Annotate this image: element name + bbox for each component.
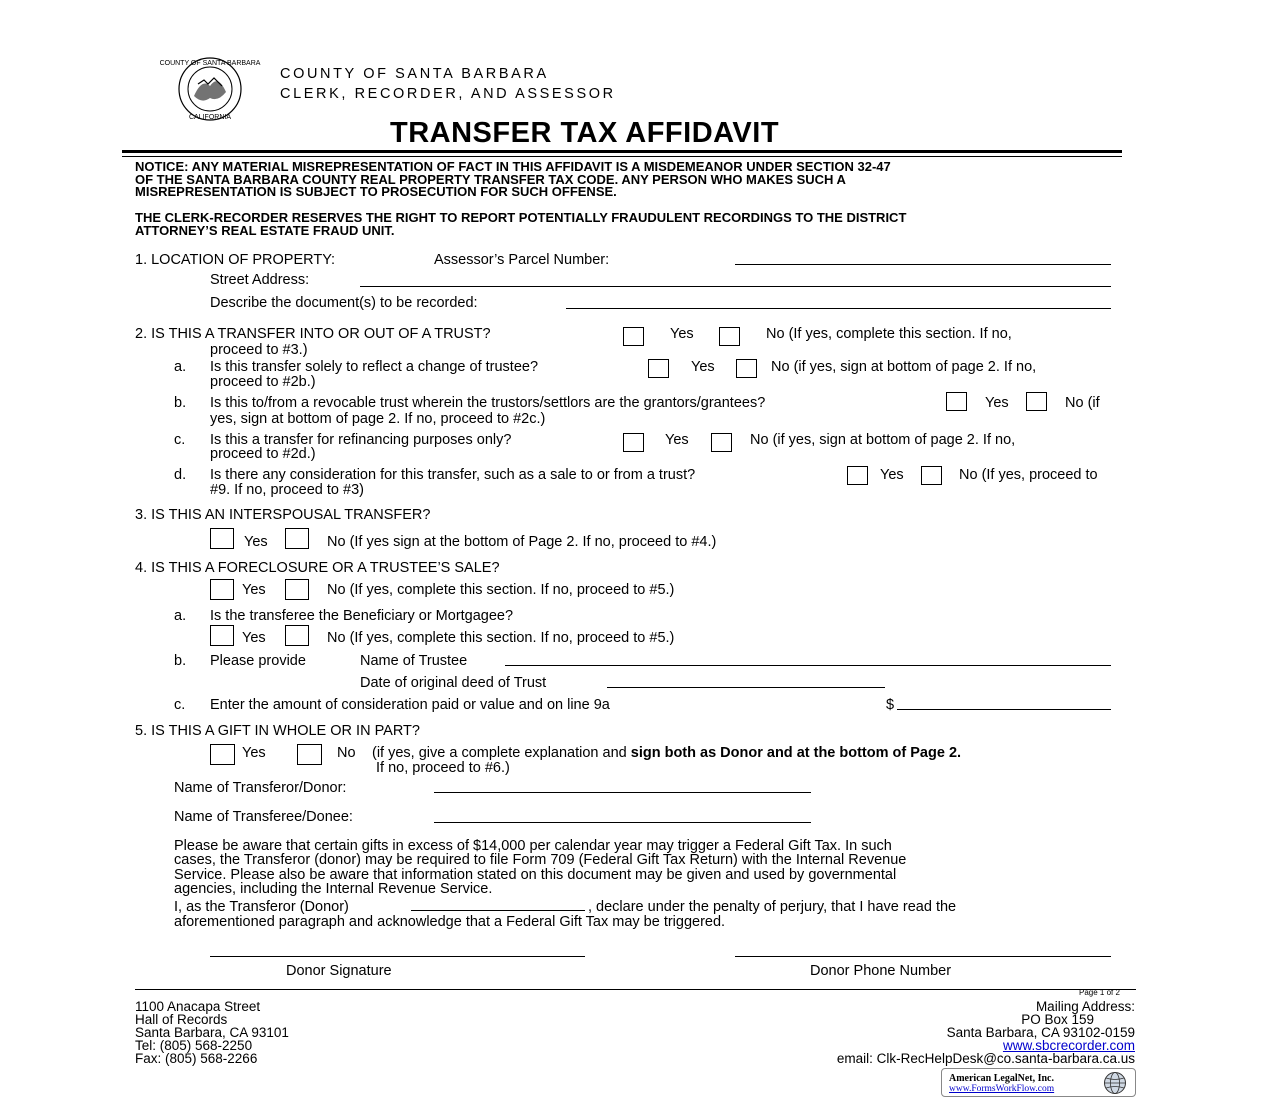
forms-badge-name: American LegalNet, Inc. [949, 1073, 1054, 1084]
email-address: email: Clk-RecHelpDesk@co.santa-barbara.ca.us [836, 1051, 1135, 1066]
s2a-no-label: No (if yes, sign at bottom of page 2. If no, [771, 359, 1037, 375]
donor-signature-field[interactable] [210, 956, 585, 957]
s1-label: 1. LOCATION OF PROPERTY: [135, 252, 336, 268]
s2-no-checkbox[interactable] [719, 327, 740, 346]
transferee-name-field[interactable] [434, 822, 811, 823]
page-number: Page 1 of 2 [1079, 988, 1120, 997]
footer-address-3: Santa Barbara, CA 93101 [135, 1025, 289, 1040]
s5-no-label: No [337, 745, 356, 761]
s5-yes-checkbox[interactable] [210, 744, 235, 765]
s4b-question: Please provide [210, 653, 306, 669]
s2c-yes-label: Yes [665, 432, 689, 448]
trustee-name-field[interactable] [505, 665, 1111, 666]
s4-no-label: No (If yes, complete this section. If no, proceed to #5.) [327, 582, 675, 598]
globe-icon [1102, 1071, 1128, 1095]
dollar-sign: $ [886, 697, 895, 713]
s2c-question: Is this a transfer for refinancing purposes only? [210, 432, 512, 448]
notice-line-1: NOTICE: ANY MATERIAL MISREPRESENTATION OF FACT IN THIS AFFIDAVIT IS A MISDEMEANOR UNDER SECTION 32-47 [135, 159, 891, 174]
s2a-no-continued: proceed to #2b.) [210, 374, 316, 390]
consideration-amount-field[interactable] [897, 709, 1111, 710]
s4-yes-checkbox[interactable] [210, 579, 234, 600]
s1-apn-label: Assessor’s Parcel Number: [434, 252, 610, 268]
s4-no-checkbox[interactable] [285, 579, 309, 600]
s2-no-continued: proceed to #3.) [210, 342, 308, 358]
s2b-question: Is this to/from a revocable trust wherein the trustors/settlors are the grantors/grantees? [210, 395, 766, 411]
declarant-name-field[interactable] [411, 910, 585, 911]
s2b-no-checkbox[interactable] [1026, 392, 1047, 411]
form-title: TRANSFER TAX AFFIDAVIT [390, 117, 780, 149]
gift-tax-para-2: cases, the Transferor (donor) may be required to file Form 709 (Federal Gift Tax Return) with the Internal Revenue [174, 852, 907, 868]
s2d-question: Is there any consideration for this transfer, such as a sale to or from a trust? [210, 467, 696, 483]
street-address-field[interactable] [360, 286, 1111, 287]
footer-address-1: 1100 Anacapa Street [135, 999, 261, 1014]
s2c-no-continued: proceed to #2d.) [210, 446, 316, 462]
deed-date-field[interactable] [607, 687, 885, 688]
s5-no-checkbox[interactable] [297, 744, 322, 765]
donor-signature-label: Donor Signature [286, 963, 392, 979]
s2a-yes-label: Yes [691, 359, 715, 375]
footer-tel: Tel: (805) 568-2250 [135, 1038, 253, 1053]
s2a-marker: a. [174, 359, 187, 375]
s3-no-checkbox[interactable] [285, 528, 309, 549]
s4a-yes-checkbox[interactable] [210, 625, 234, 646]
s2d-yes-checkbox[interactable] [847, 466, 868, 485]
s3-yes-label: Yes [244, 534, 268, 550]
s4a-marker: a. [174, 608, 187, 624]
s2-no-label: No (If yes, complete this section. If no, [766, 326, 1012, 342]
s5-explanation-continued: If no, proceed to #6.) [376, 760, 510, 776]
footer-address-2: Hall of Records [135, 1012, 228, 1027]
transferor-name-field[interactable] [434, 792, 811, 793]
trustee-name-label: Name of Trustee [360, 653, 468, 669]
s4a-no-checkbox[interactable] [285, 625, 309, 646]
declaration-middle: , declare under the penalty of perjury, that I have read the [588, 899, 957, 915]
s4c-question: Enter the amount of consideration paid or value and on line 9a [210, 697, 610, 713]
transferor-label: Name of Transferor/Donor: [174, 780, 347, 796]
s2-question: 2. IS THIS A TRANSFER INTO OR OUT OF A TRUST? [135, 326, 491, 342]
s2b-no-label: No (if [1065, 395, 1100, 411]
s2a-no-checkbox[interactable] [736, 359, 757, 378]
s1-street-label: Street Address: [210, 272, 310, 288]
s2b-yes-checkbox[interactable] [946, 392, 967, 411]
s5-yes-label: Yes [242, 745, 266, 761]
s2-yes-checkbox[interactable] [623, 327, 644, 346]
s5-explanation-text: (if yes, give a complete explanation and [372, 745, 627, 761]
s1-describe-label: Describe the document(s) to be recorded: [210, 295, 478, 311]
declaration-start: I, as the Transferor (Donor) [174, 899, 349, 915]
s2b-yes-label: Yes [985, 395, 1009, 411]
s2d-no-continued: #9. If no, proceed to #3) [210, 482, 364, 498]
county-seal [158, 56, 262, 122]
forms-badge-url: www.FormsWorkFlow.com [949, 1084, 1055, 1094]
title-rule-thin [122, 156, 1122, 157]
deed-date-label: Date of original deed of Trust [360, 675, 547, 691]
s4-question: 4. IS THIS A FORECLOSURE OR A TRUSTEE’S SALE? [135, 560, 500, 576]
donor-phone-field[interactable] [735, 956, 1111, 957]
s5-explanation [372, 745, 961, 761]
s4a-no-label: No (If yes, complete this section. If no, proceed to #5.) [327, 630, 675, 646]
s2a-yes-checkbox[interactable] [648, 359, 669, 378]
notice-line-5: ATTORNEY’S REAL ESTATE FRAUD UNIT. [135, 223, 395, 238]
s3-question: 3. IS THIS AN INTERSPOUSAL TRANSFER? [135, 507, 431, 523]
s2c-no-checkbox[interactable] [711, 433, 732, 452]
s2d-yes-label: Yes [880, 467, 904, 483]
document-description-field[interactable] [566, 308, 1111, 309]
footer-rule [135, 989, 1136, 990]
donor-phone-label: Donor Phone Number [810, 963, 952, 979]
s2d-no-label: No (If yes, proceed to [959, 467, 1098, 483]
s2-yes-label: Yes [670, 326, 694, 342]
s2b-no-continued: yes, sign at bottom of page 2. If no, proceed to #2c.) [210, 411, 546, 427]
svg-text:CALIFORNIA: CALIFORNIA [188, 114, 232, 121]
s2a-question: Is this transfer solely to reflect a change of trustee? [210, 359, 539, 375]
gift-tax-para-1: Please be aware that certain gifts in excess of $14,000 per calendar year may trigger a Federal Gift Tax. In such [174, 838, 892, 854]
notice-line-3: MISREPRESENTATION IS SUBJECT TO PROSECUTION FOR SUCH OFFENSE. [135, 184, 617, 199]
s3-yes-checkbox[interactable] [210, 528, 234, 549]
title-rule-thick [122, 150, 1122, 153]
s4a-question: Is the transferee the Beneficiary or Mortgagee? [210, 608, 514, 624]
s3-no-label: No (If yes sign at the bottom of Page 2. If no, proceed to #4.) [327, 534, 717, 550]
website-link[interactable]: www.sbcrecorder.com [1002, 1038, 1135, 1053]
mailing-address-label: Mailing Address: [1035, 999, 1135, 1014]
county-name: COUNTY OF SANTA BARBARA [280, 66, 549, 82]
forms-badge[interactable] [941, 1068, 1136, 1097]
mailing-po-box: PO Box 159 [1021, 1012, 1094, 1027]
gift-tax-para-4: agencies, including the Internal Revenue Service. [174, 881, 493, 897]
s2d-marker: d. [174, 467, 187, 483]
s4-yes-label: Yes [242, 582, 266, 598]
s2c-yes-checkbox[interactable] [623, 433, 644, 452]
notice-line-4: THE CLERK-RECORDER RESERVES THE RIGHT TO REPORT POTENTIALLY FRAUDULENT RECORDINGS TO THE DISTRICT [135, 210, 907, 225]
notice-line-2: OF THE SANTA BARBARA COUNTY REAL PROPERTY TRANSFER TAX CODE. ANY PERSON WHO MAKES SUCH A [135, 172, 846, 187]
transferee-label: Name of Transferee/Donee: [174, 809, 353, 825]
footer-fax: Fax: (805) 568-2266 [135, 1051, 258, 1066]
office-name: CLERK, RECORDER, AND ASSESSOR [280, 86, 616, 102]
gift-tax-para-3: Service. Please also be aware that information stated on this document may be given and used by governmental [174, 867, 897, 883]
svg-text:COUNTY OF SANTA BARBARA: COUNTY OF SANTA BARBARA [159, 60, 261, 67]
apn-field[interactable] [735, 264, 1111, 265]
s4c-marker: c. [174, 697, 186, 713]
s5-question: 5. IS THIS A GIFT IN WHOLE OR IN PART? [135, 723, 420, 739]
mailing-city: Santa Barbara, CA 93102-0159 [946, 1025, 1135, 1040]
s2b-marker: b. [174, 395, 187, 411]
s5-explanation-bold: sign both as Donor and at the bottom of Page 2. [630, 745, 962, 761]
declaration-end: aforementioned paragraph and acknowledge that a Federal Gift Tax may be triggered. [174, 914, 726, 930]
s2d-no-checkbox[interactable] [921, 466, 942, 485]
s4a-yes-label: Yes [242, 630, 266, 646]
s2c-no-label: No (if yes, sign at bottom of page 2. If no, [750, 432, 1016, 448]
s4b-marker: b. [174, 653, 187, 669]
s2c-marker: c. [174, 432, 186, 448]
